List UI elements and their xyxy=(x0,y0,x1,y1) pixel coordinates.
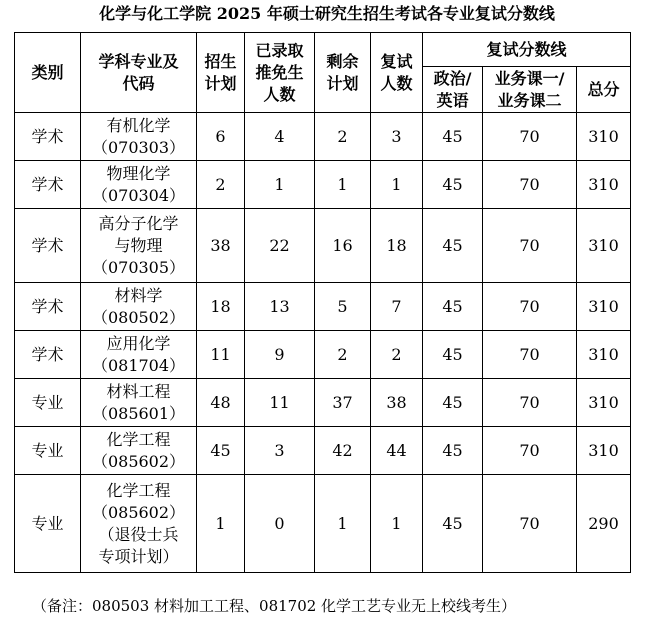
cell-courses: 70 xyxy=(483,113,577,161)
cell-retest: 38 xyxy=(371,379,423,427)
cell-remaining: 2 xyxy=(315,331,371,379)
cell-plan: 48 xyxy=(197,379,245,427)
cell-retest: 44 xyxy=(371,427,423,475)
cell-category: 专业 xyxy=(15,427,81,475)
cell-admitted: 9 xyxy=(245,331,315,379)
cell-total: 310 xyxy=(577,113,631,161)
cell-retest: 1 xyxy=(371,161,423,209)
cell-retest: 7 xyxy=(371,283,423,331)
header-score-total: 总分 xyxy=(577,67,631,113)
cell-major: 应用化学 （081704） xyxy=(81,331,197,379)
cell-politics: 45 xyxy=(423,427,483,475)
cell-total: 310 xyxy=(577,161,631,209)
table-row xyxy=(15,161,631,209)
cell-category: 专业 xyxy=(15,475,81,573)
cell-plan: 38 xyxy=(197,209,245,283)
cell-politics: 45 xyxy=(423,475,483,573)
cell-major: 物理化学 （070304） xyxy=(81,161,197,209)
cell-admitted: 1 xyxy=(245,161,315,209)
cell-plan: 6 xyxy=(197,113,245,161)
score-table xyxy=(14,32,631,573)
table-row xyxy=(15,283,631,331)
cell-remaining: 5 xyxy=(315,283,371,331)
header-score-courses: 业务课一/ 业务课二 xyxy=(483,67,577,113)
cell-courses: 70 xyxy=(483,427,577,475)
table-row xyxy=(15,209,631,283)
cell-retest: 18 xyxy=(371,209,423,283)
cell-plan: 11 xyxy=(197,331,245,379)
header-remaining: 剩余 计划 xyxy=(315,33,371,113)
cell-courses: 70 xyxy=(483,161,577,209)
header-category: 类别 xyxy=(15,33,81,113)
cell-admitted: 13 xyxy=(245,283,315,331)
cell-total: 310 xyxy=(577,209,631,283)
header-major: 学科专业及 代码 xyxy=(81,33,197,113)
cell-remaining: 16 xyxy=(315,209,371,283)
cell-politics: 45 xyxy=(423,209,483,283)
header-retest-count: 复试 人数 xyxy=(371,33,423,113)
cell-politics: 45 xyxy=(423,331,483,379)
cell-admitted: 11 xyxy=(245,379,315,427)
cell-major: 有机化学 （070303） xyxy=(81,113,197,161)
cell-politics: 45 xyxy=(423,283,483,331)
cell-remaining: 2 xyxy=(315,113,371,161)
table-row xyxy=(15,475,631,573)
cell-total: 310 xyxy=(577,379,631,427)
cell-courses: 70 xyxy=(483,379,577,427)
cell-category: 学术 xyxy=(15,113,81,161)
cell-category: 学术 xyxy=(15,331,81,379)
cell-plan: 45 xyxy=(197,427,245,475)
table-row xyxy=(15,331,631,379)
cell-major: 材料学 （080502） xyxy=(81,283,197,331)
cell-total: 290 xyxy=(577,475,631,573)
footnote: （备注：080503 材料加工工程、081702 化学工艺专业无上校线考生） xyxy=(32,597,517,615)
table-row xyxy=(15,113,631,161)
cell-admitted: 0 xyxy=(245,475,315,573)
cell-retest: 2 xyxy=(371,331,423,379)
header-plan: 招生 计划 xyxy=(197,33,245,113)
cell-category: 学术 xyxy=(15,161,81,209)
cell-major: 化学工程 （085602） xyxy=(81,427,197,475)
cell-total: 310 xyxy=(577,427,631,475)
cell-plan: 2 xyxy=(197,161,245,209)
table-row xyxy=(15,379,631,427)
cell-admitted: 4 xyxy=(245,113,315,161)
cell-retest: 1 xyxy=(371,475,423,573)
cell-total: 310 xyxy=(577,331,631,379)
document-title: 化学与化工学院 2025 年硕士研究生招生考试各专业复试分数线 xyxy=(99,4,555,23)
table-row xyxy=(15,427,631,475)
header-score-group: 复试分数线 xyxy=(423,33,631,67)
cell-remaining: 37 xyxy=(315,379,371,427)
header-admitted: 已录取 推免生 人数 xyxy=(245,33,315,113)
cell-major: 化学工程 （085602） （退役士兵 专项计划） xyxy=(81,475,197,573)
cell-remaining: 1 xyxy=(315,161,371,209)
cell-category: 学术 xyxy=(15,283,81,331)
cell-admitted: 3 xyxy=(245,427,315,475)
cell-politics: 45 xyxy=(423,379,483,427)
header-score-politics: 政治/ 英语 xyxy=(423,67,483,113)
cell-major: 高分子化学 与物理 （070305） xyxy=(81,209,197,283)
cell-politics: 45 xyxy=(423,161,483,209)
cell-plan: 18 xyxy=(197,283,245,331)
cell-major: 材料工程 （085601） xyxy=(81,379,197,427)
cell-remaining: 42 xyxy=(315,427,371,475)
cell-politics: 45 xyxy=(423,113,483,161)
cell-admitted: 22 xyxy=(245,209,315,283)
cell-remaining: 1 xyxy=(315,475,371,573)
cell-courses: 70 xyxy=(483,475,577,573)
cell-retest: 3 xyxy=(371,113,423,161)
cell-category: 专业 xyxy=(15,379,81,427)
cell-category: 学术 xyxy=(15,209,81,283)
cell-courses: 70 xyxy=(483,209,577,283)
cell-total: 310 xyxy=(577,283,631,331)
cell-plan: 1 xyxy=(197,475,245,573)
cell-courses: 70 xyxy=(483,283,577,331)
cell-courses: 70 xyxy=(483,331,577,379)
